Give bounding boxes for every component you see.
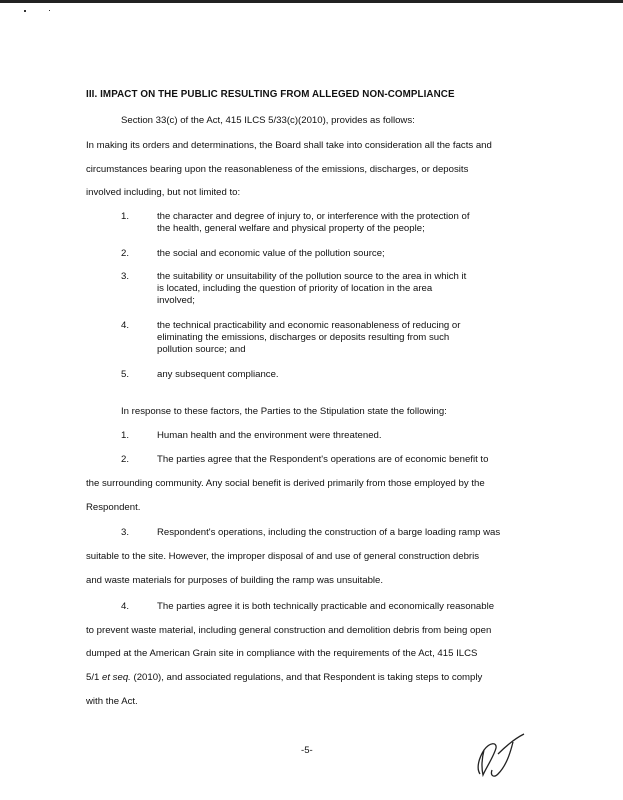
scan-speck [24,10,26,12]
factor-number: 3. [121,271,130,282]
initials-signature [470,728,540,783]
factor-text: any subsequent compliance. [157,369,279,380]
response-text: with the Act. [86,696,138,707]
factor-text: the suitability or unsuitability of the pollution source to the area in which it [157,271,467,282]
factor-text: involved; [157,295,195,306]
factor-number: 4. [121,320,130,331]
response-number: 1. [121,430,130,441]
response-text: suitable to the site. However, the improper disposal of and use of general construction debris [86,551,480,562]
section-heading: III. IMPACT ON THE PUBLIC RESULTING FROM ALLEGED NON-COMPLIANCE [86,89,455,100]
factor-text: is located, including the question of priority of location in the area [157,283,433,294]
response-text: the surrounding community. Any social benefit is derived primarily from those employed by the [86,478,485,489]
response-text: Respondent. [86,502,141,513]
page-number: -5- [301,745,313,756]
response-text: The parties agree it is both technically practicable and economically reasonable [157,601,495,612]
response-text: Human health and the environment were threatened. [157,430,382,441]
factor-text: the social and economic value of the pollution source; [157,248,385,259]
response-text: dumped at the American Grain site in compliance with the requirements of the Act, 415 ILCS [86,648,478,659]
factor-text: the health, general welfare and physical property of the people; [157,223,425,234]
factor-number: 5. [121,369,130,380]
response-text: to prevent waste material, including general construction and demolition debris from being open [86,625,492,636]
factor-text: the character and degree of injury to, or interference with the protection of [157,211,470,222]
scan-speck [49,10,50,11]
factor-text: eliminating the emissions, discharges or deposits resulting from such [157,332,450,343]
response-number: 3. [121,527,130,538]
factor-number: 2. [121,248,130,259]
response-text: Respondent's operations, including the construction of a barge loading ramp was [157,527,501,538]
quote-line: involved including, but not limited to: [86,187,241,198]
intro-paragraph: Section 33(c) of the Act, 415 ILCS 5/33(c)(2010), provides as follows: [121,115,415,126]
quote-line: circumstances bearing upon the reasonableness of the emissions, discharges, or deposits [86,164,469,175]
response-number: 2. [121,454,130,465]
factor-text: the technical practicability and economic reasonableness of reducing or [157,320,461,331]
response-text: The parties agree that the Respondent's operations are of economic benefit to [157,454,489,465]
top-border-rule [0,0,623,3]
response-text: 5/1 et seq. (2010), and associated regulations, and that Respondent is taking steps to comply [86,672,483,683]
response-intro: In response to these factors, the Parties to the Stipulation state the following: [121,406,447,417]
response-number: 4. [121,601,130,612]
factor-number: 1. [121,211,130,222]
factor-text: pollution source; and [157,344,246,355]
quote-line: In making its orders and determinations, the Board shall take into consideration all the facts and [86,140,492,151]
response-text: and waste materials for purposes of building the ramp was unsuitable. [86,575,384,586]
